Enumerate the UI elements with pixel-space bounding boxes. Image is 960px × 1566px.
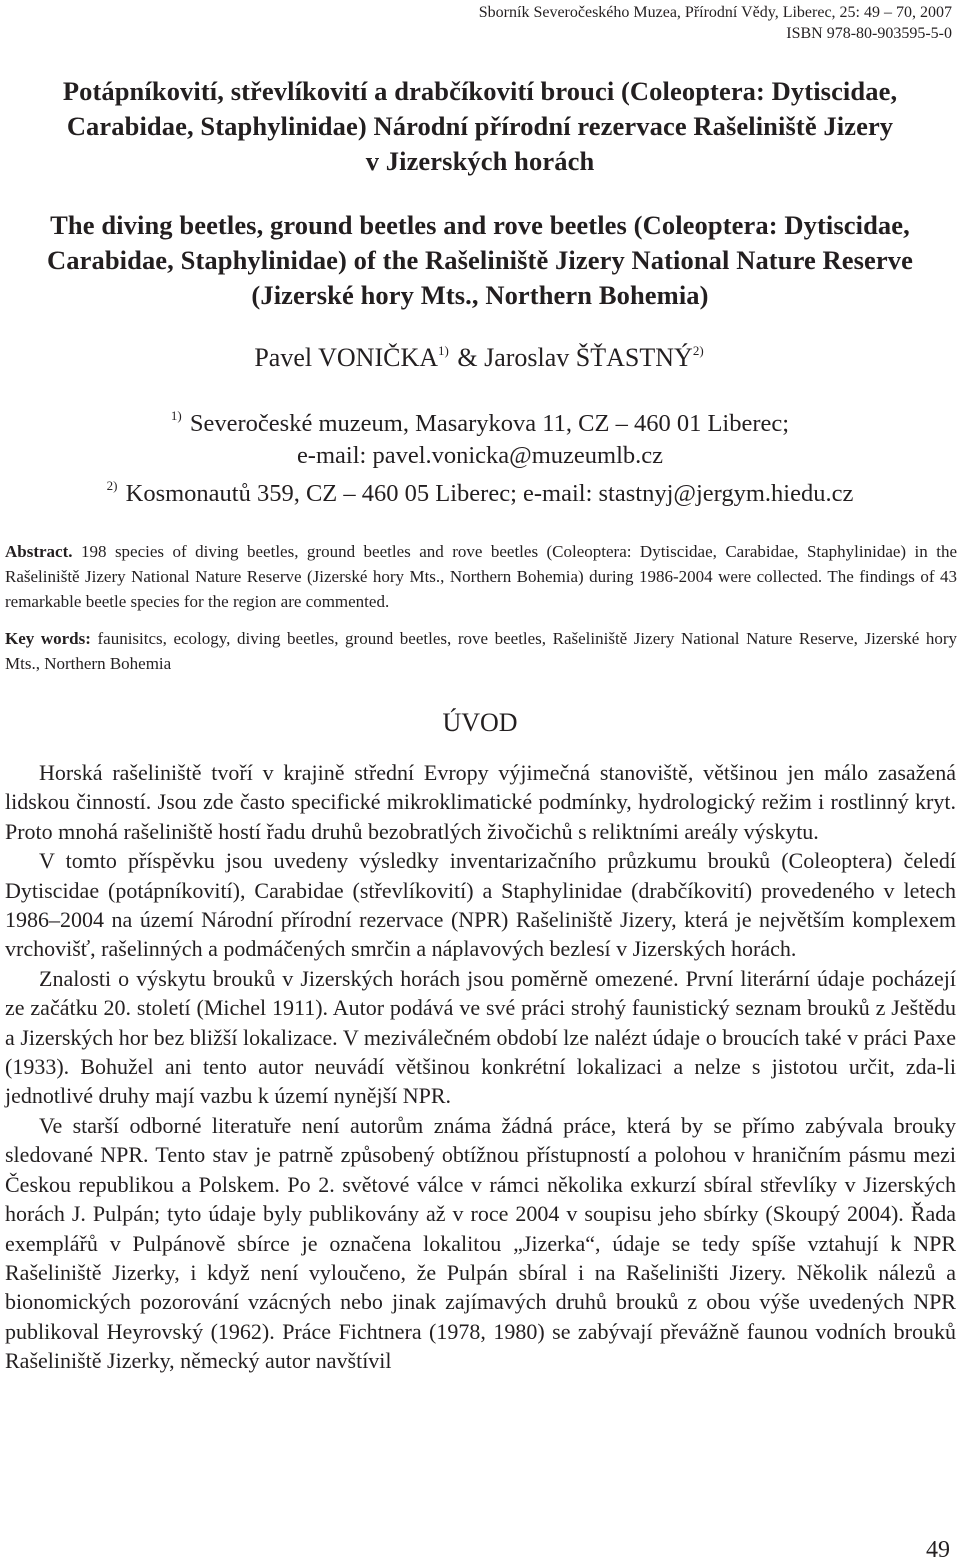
title-czech-line: Potápníkovití, střevlíkovití a drabčíkovití brouci (Coleoptera: Dytiscidae, xyxy=(62,76,898,106)
affiliation-2 xyxy=(0,478,960,510)
author-line xyxy=(0,340,960,376)
affiliation-1 xyxy=(0,408,960,472)
journal-citation: Sborník Severočeského Muzea, Přírodní Vědy, Liberec, 25: 49 – 70, 2007 xyxy=(478,4,952,21)
abstract-label: Abstract. xyxy=(5,542,73,561)
abstract-text: 198 species of diving beetles, ground beetles and rove beetles (Coleoptera: Dytiscidae, Carabidae, Staphylinidae) in the Rašeliniště Jizery National Nature Reserve (Jizerské hory Mts., Northern Bohemia) during 1986-2004 were collected. The findings of 43 remarkable beetle species for the region are commented. xyxy=(5,542,958,611)
isbn: ISBN 978-80-903595-5-0 xyxy=(786,25,952,42)
author-affiliation-mark: 2) xyxy=(692,343,704,358)
page-number: 49 xyxy=(926,1537,950,1563)
running-head xyxy=(479,2,952,44)
author-name: Jaroslav ŠŤASTNÝ xyxy=(484,343,693,372)
affiliation-address: Severočeské muzeum, Masarykova 11, CZ – 460 01 Liberec; xyxy=(189,410,790,437)
author-affiliation-mark: 1) xyxy=(438,343,449,358)
author-separator: & xyxy=(457,343,478,372)
title-english-line: Carabidae, Staphylinidae) of the Rašeliniště Jizery National Nature Reserve xyxy=(47,245,913,275)
body-text xyxy=(5,758,956,1376)
paragraph: V tomto příspěvku jsou uvedeny výsledky inventarizačního průzkumu brouků (Coleoptera) čeledí Dytiscidae (potápníkovití), Carabidae (střevlíkovití) a Staphylinidae (drabčíkovití) provedeného v letech 1986–2004 na území Národní přírodní rezervace (NPR) Rašeliniště Jizery, která je největším komplexem vrchovišť, rašelinných a podmáčených smrčin a náplavových bezlesí v Jizerských horách. xyxy=(5,848,956,962)
title-english-line: The diving beetles, ground beetles and rove beetles (Coleoptera: Dytiscidae, xyxy=(50,210,910,240)
affiliation-address: Kosmonautů 359, CZ – 460 05 Liberec; e-mail: stastnyj@jergym.hiedu.cz xyxy=(125,480,854,507)
section-heading: ÚVOD xyxy=(442,708,518,737)
paragraph: Znalosti o výskytu brouků v Jizerských horách jsou poměrně omezené. První literární údaje pocházejí ze začátku 20. století (Michel 1911). Autor podává ve své práci strohý faunistický seznam brouků z Ještědu a Jizerských hor bez bližší lokalizace. V meziválečném období lze nalézt údaje o broucích také v práci Paxe (1933). Bohužel ani tento autor neuvádí většinou konkrétní lokalizaci a nelze s jistotou určit, zda-li jednotlivé druhy mají vazbu k území nynější NPR. xyxy=(5,965,956,1109)
title-english-line: (Jizerské hory Mts., Northern Bohemia) xyxy=(251,280,709,310)
abstract xyxy=(5,539,957,614)
keywords-text: faunisitcs, ecology, diving beetles, ground beetles, rove beetles, Rašeliniště Jizery National Nature Reserve, Jizerské hory Mts., Northern Bohemia xyxy=(5,629,957,673)
title-czech xyxy=(0,74,960,179)
keywords xyxy=(5,626,957,676)
author-name: Pavel VONIČKA xyxy=(254,343,439,372)
affiliation-mark: 2) xyxy=(106,478,118,493)
keywords-label: Key words: xyxy=(5,629,91,648)
affiliation-email: e-mail: pavel.vonicka@muzeumlb.cz xyxy=(296,442,664,469)
title-czech-line: v Jizerských horách xyxy=(365,146,595,176)
paragraph: Ve starší odborné literatuře není autorům známa žádná práce, která by se přímo zabývala brouky sledované NPR. Tento stav je patrně způsobený obtížnou přístupností a polohou v hraničním pásmu mezi Českou republikou a Polskem. Po 2. světové válce v rámci několika exkurzí sbíral střevlíky v Jizerských horách J. Pulpán; tyto údaje byly publikovány až v roce 2004 v soupisu jeho sbírky (Skoupý 2004). Řada exemplářů v Pulpánově sbírce je označena lokalitou „Jizerka“, údaje se tedy spíše vztahují k NPR Rašeliniště Jizerky, i když není vyloučeno, že Pulpán sbíral i na Rašeliništi Jizery. Několik nálezů a bionomických pozorování vzácných nebo jinak zajímavých druhů brouků z obou výše uvedených NPR publikoval Heyrovský (1962). Práce Fichtnera (1978, 1980) se zabývají převážně faunou vodních brouků Rašeliniště Jizerky, německý autor navštívil xyxy=(5,1112,956,1374)
title-english xyxy=(0,208,960,313)
affiliation-mark: 1) xyxy=(170,408,182,423)
paragraph: Horská rašeliniště tvoří v krajině střední Evropy výjimečná stanoviště, většinou jen málo zasažená lidskou činností. Jsou zde často specifické mikroklimatické podmínky, hydrologický režim i rostlinný kryt. Proto mnohá rašeliniště hostí řadu druhů bezobratlých živočichů s reliktními areály výskytu. xyxy=(5,760,956,844)
title-czech-line: Carabidae, Staphylinidae) Národní přírodní rezervace Rašeliniště Jizery xyxy=(66,111,894,141)
